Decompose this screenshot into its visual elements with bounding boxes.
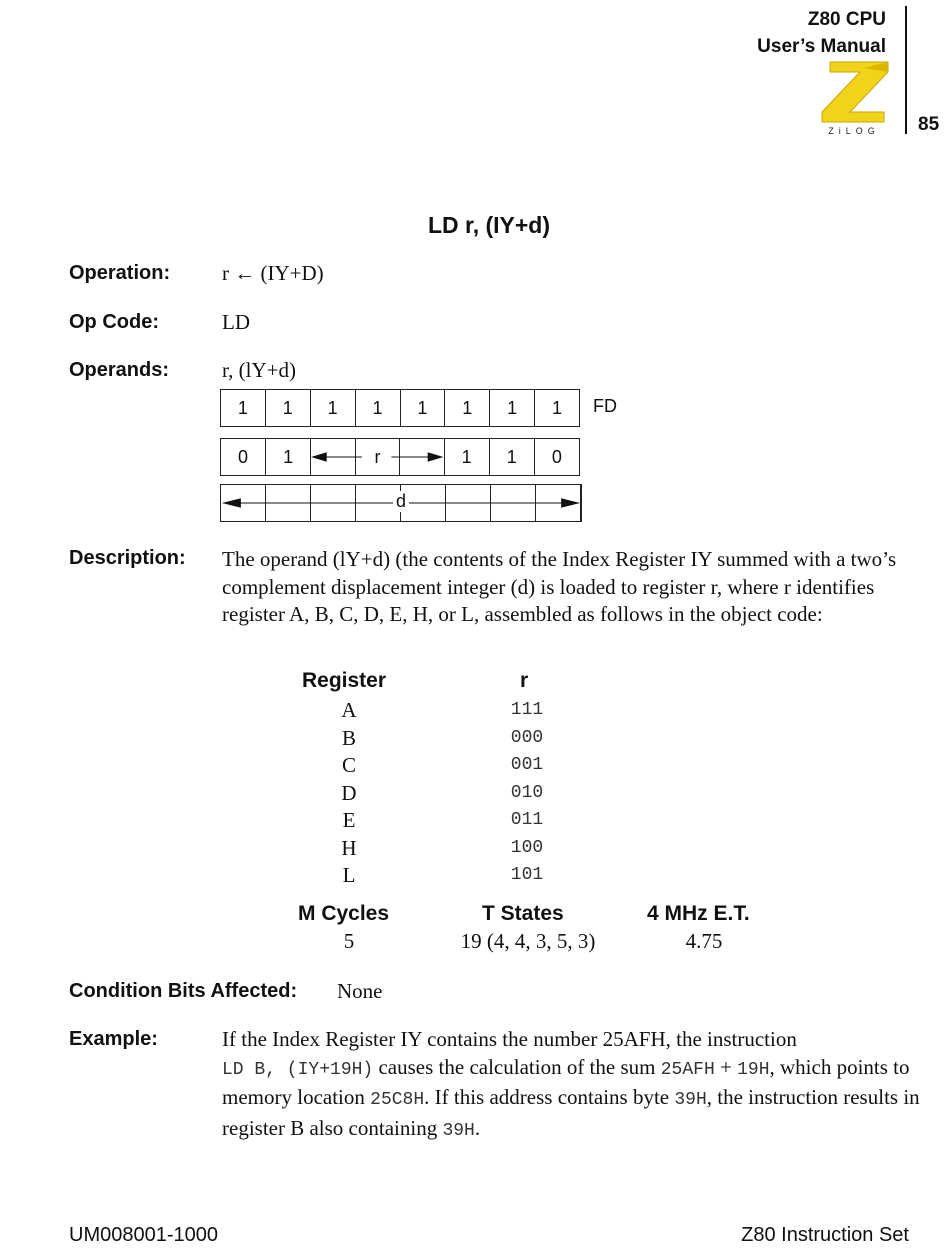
bit-cell: 1 bbox=[266, 439, 311, 475]
operation-label: Operation: bbox=[69, 262, 171, 284]
r-header: r bbox=[520, 669, 529, 692]
code-value: 19H bbox=[737, 1059, 770, 1080]
code-instruction: LD B, (IY+19H) bbox=[222, 1059, 374, 1080]
r-code: 100 bbox=[510, 837, 544, 858]
r-code: 001 bbox=[510, 755, 544, 775]
mcycles-value: 5 bbox=[343, 929, 355, 953]
opcode-byte-2 bbox=[220, 438, 580, 476]
register-name: C bbox=[341, 753, 356, 777]
opcode-byte-3 bbox=[220, 484, 582, 522]
code-value: 39H bbox=[674, 1090, 707, 1110]
r-code: 011 bbox=[510, 810, 544, 830]
zilog-logo bbox=[818, 60, 890, 136]
example-label: Example: bbox=[69, 1028, 158, 1050]
description-label: Description: bbox=[69, 547, 186, 569]
code-value: 25C8H bbox=[370, 1090, 425, 1110]
tstates-value: 19 (4, 4, 3, 5, 3) bbox=[460, 929, 596, 953]
r-code: 000 bbox=[510, 727, 544, 748]
bit-cell: 0 bbox=[551, 446, 562, 467]
logo-wordmark: ZiLOG bbox=[828, 126, 880, 136]
bit-cell: 1 bbox=[356, 390, 401, 426]
bit-cell: 1 bbox=[490, 439, 535, 475]
byte1-hex: FD bbox=[593, 396, 617, 416]
register-name: H bbox=[341, 835, 357, 860]
operands-value: r, (lY+d) bbox=[222, 358, 296, 382]
header-product: Z80 CPU bbox=[807, 9, 886, 30]
tstates-header: T States bbox=[482, 902, 564, 925]
page-number: 85 bbox=[918, 114, 940, 135]
code-value: 25AFH bbox=[660, 1059, 715, 1080]
register-field bbox=[311, 439, 444, 475]
register-header: Register bbox=[302, 669, 387, 692]
operands-label: Operands: bbox=[69, 359, 170, 381]
bit-cell: 0 bbox=[221, 439, 266, 475]
condition-value: None bbox=[337, 979, 383, 1003]
bit-cell: 1 bbox=[552, 397, 563, 418]
bit-cell: 1 bbox=[401, 390, 446, 426]
register-name: L bbox=[342, 863, 356, 887]
header-manual: User’s Manual bbox=[757, 36, 886, 57]
header-divider bbox=[905, 6, 907, 134]
bit-cell: 1 bbox=[445, 439, 490, 475]
register-name: D bbox=[341, 780, 357, 805]
opcode-value: LD bbox=[222, 310, 250, 334]
opcode-label: Op Code: bbox=[69, 311, 159, 333]
page-title: LD r, (IY+d) bbox=[427, 212, 551, 238]
bit-cell: 1 bbox=[311, 390, 356, 426]
r-code-column bbox=[480, 697, 574, 890]
footer-section: Z80 Instruction Set bbox=[741, 1224, 909, 1246]
r-code: 101 bbox=[510, 865, 544, 885]
et-value: 4.75 bbox=[685, 929, 723, 953]
register-column bbox=[300, 697, 398, 890]
bit-cell: 1 bbox=[490, 390, 535, 426]
description-text: The operand (lY+d) (the contents of the Index Register IY summed with a two’s complement displacement integer (d) is loaded to register r, where r identifies register A, B, C, D, E, H, or L, assembled as follows in the object code: bbox=[222, 547, 897, 626]
example-text: If the Index Register IY contains the number 25AFH, the instruction LD B, (IY+19H) causes the calculation of the sum 25AFH + 19H, which points to memory location 25C8H. If this address contains byte 39H, the instruction results in register B also containing 39H. bbox=[222, 1027, 920, 1141]
displacement-label: d bbox=[393, 491, 409, 512]
bit-cell: 1 bbox=[266, 390, 311, 426]
bit-cell: 1 bbox=[445, 390, 490, 426]
register-name: B bbox=[341, 725, 356, 750]
condition-label: Condition Bits Affected: bbox=[69, 980, 298, 1002]
code-value: 39H bbox=[442, 1120, 475, 1141]
register-field-label: r bbox=[370, 447, 384, 468]
et-header: 4 MHz E.T. bbox=[647, 902, 750, 925]
manual-header bbox=[757, 6, 886, 60]
footer-doc-id: UM008001-1000 bbox=[69, 1224, 218, 1246]
r-code: 010 bbox=[510, 782, 544, 803]
bit-cell: 1 bbox=[221, 390, 266, 426]
r-code: 111 bbox=[510, 700, 544, 720]
operation-value: r ← (IY+D) bbox=[222, 261, 324, 285]
register-name: A bbox=[341, 698, 357, 722]
opcode-byte-1 bbox=[220, 389, 580, 427]
mcycles-header: M Cycles bbox=[298, 902, 390, 925]
register-name: E bbox=[342, 808, 356, 832]
